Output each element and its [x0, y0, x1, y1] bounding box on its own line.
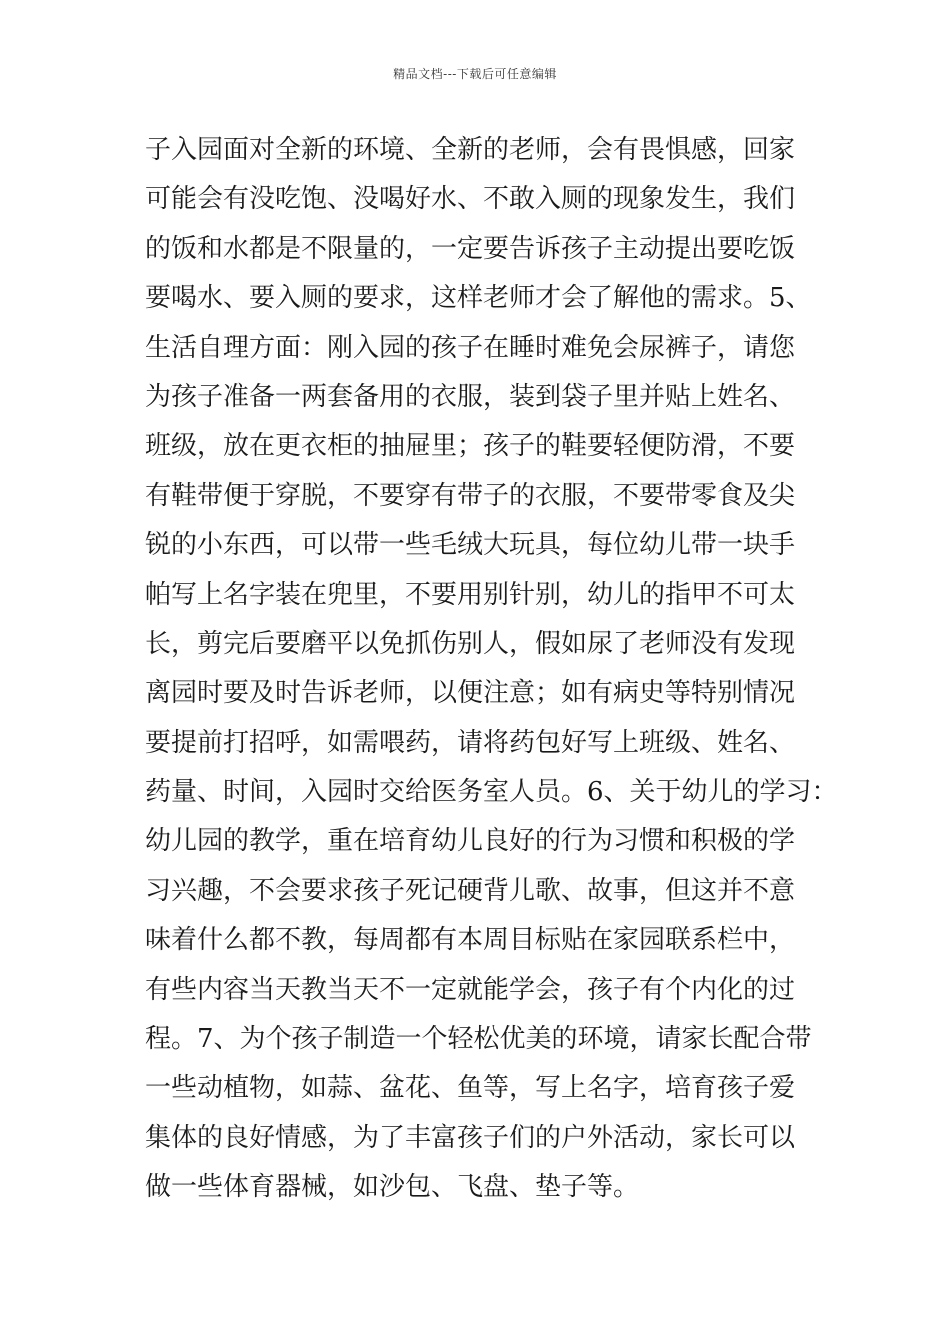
text-line: 一些动植物，如蒜、盆花、鱼等，写上名字，培育孩子爱	[145, 1073, 796, 1104]
text-line: 集体的良好情感，为了丰富孩子们的户外活动，家长可以	[145, 1122, 796, 1153]
text-line: 味着什么都不教，每周都有本周目标贴在家园联系栏中，	[145, 925, 796, 956]
text-line: 幼儿园的教学，重在培育幼儿良好的行为习惯和积极的学	[145, 826, 796, 857]
text-line: 有鞋带便于穿脱，不要穿有带子的衣服，不要带零食及尖	[145, 480, 796, 511]
text-line: 可能会有没吃饱、没喝好水、不敢入厕的现象发生，我们	[145, 184, 796, 215]
text-line: 生活自理方面：刚入园的孩子在睡时难免会尿裤子，请您	[145, 332, 796, 363]
text-line: 帕写上名字装在兜里，不要用别针别，幼儿的指甲不可太	[145, 579, 796, 610]
text-line: 要喝水、要入厕的要求，这样老师才会了解他的需求。5、	[145, 283, 812, 314]
text-line: 程。7、为个孩子制造一个轻松优美的环境，请家长配合带	[145, 1024, 812, 1055]
text-line: 做一些体育器械，如沙包、飞盘、垫子等。	[145, 1172, 640, 1203]
text-line: 为孩子准备一两套备用的衣服，装到袋子里并贴上姓名、	[145, 381, 796, 412]
text-line: 的饭和水都是不限量的，一定要告诉孩子主动提出要吃饭	[145, 233, 796, 264]
text-line: 长，剪完后要磨平以免抓伤别人，假如尿了老师没有发现	[145, 628, 796, 659]
text-line: 锐的小东西，可以带一些毛绒大玩具，每位幼儿带一块手	[145, 530, 796, 561]
text-line: 有些内容当天教当天不一定就能学会，孩子有个内化的过	[145, 974, 796, 1005]
text-line: 离园时要及时告诉老师，以便注意；如有病史等特别情况	[145, 678, 796, 709]
text-line: 习兴趣，不会要求孩子死记硬背儿歌、故事，但这并不意	[145, 875, 796, 906]
page-header: 精品文档---下载后可任意编辑	[393, 67, 557, 81]
text-line: 药量、时间，入园时交给医务室人员。6、关于幼儿的学习：	[145, 777, 838, 808]
text-line: 要提前打招呼，如需喂药，请将药包好写上班级、姓名、	[145, 727, 796, 758]
text-line: 子入园面对全新的环境、全新的老师，会有畏惧感，回家	[145, 135, 796, 165]
body-text	[145, 126, 838, 1213]
text-line: 班级，放在更衣柜的抽屉里；孩子的鞋要轻便防滑，不要	[145, 431, 796, 462]
